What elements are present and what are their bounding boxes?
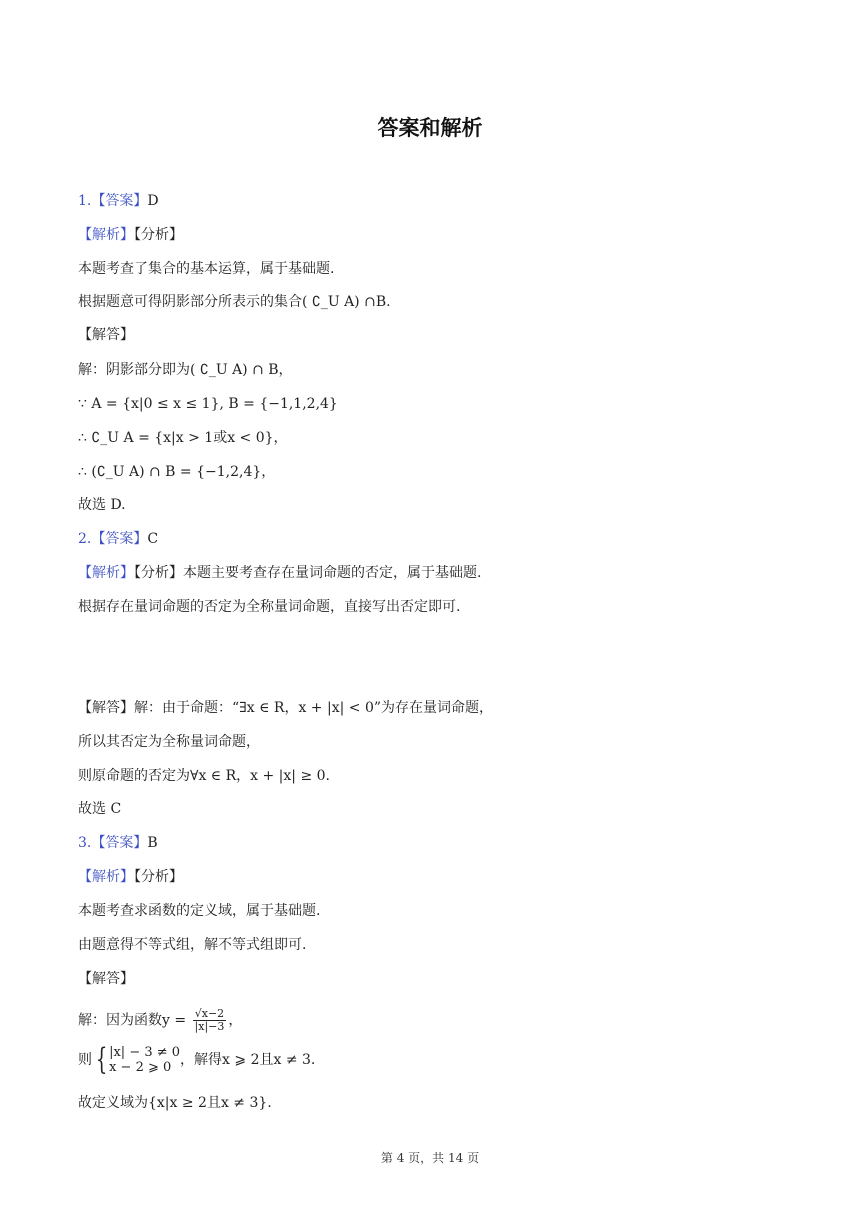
line-text: 【解答】 (78, 971, 134, 987)
page-title: 答案和解析 (377, 116, 483, 140)
text-line (78, 191, 159, 211)
text-line (78, 325, 134, 345)
function-suffix: ， (228, 1012, 243, 1029)
text-line (78, 563, 481, 583)
text-line (78, 428, 288, 448)
system-row-2: x − 2 ⩾ 0 (109, 1060, 172, 1075)
system-prefix: 则 (78, 1052, 92, 1068)
line-text: 【解答】 (78, 327, 134, 343)
text-line (78, 292, 391, 312)
line-text: ∴ ∁_U A = {x|x > 1或x < 0}， (78, 430, 288, 446)
line-text: 根据存在量词命题的否定为全称量词命题，直接写出否定即可. (78, 599, 461, 615)
text-line (78, 969, 134, 989)
page-footer: 第 4 页，共 14 页 (380, 1151, 480, 1165)
section-marker: 2.【答案】 (78, 531, 148, 547)
inequality-system (92, 1042, 181, 1077)
text-line (78, 901, 320, 921)
text-line (78, 935, 306, 955)
section-marker: 1.【答案】 (78, 193, 148, 209)
inequality-system-line (78, 1042, 316, 1077)
line-text: ∵ A = {x|0 ≤ x ≤ 1}, B = {−1,1,2,4} (78, 396, 338, 412)
text-line (78, 495, 126, 515)
line-text: 则原命题的否定为∀x ∈ R，x + |x| ≥ 0. (78, 768, 330, 784)
text-line (78, 732, 260, 752)
text-line (78, 867, 183, 887)
line-text: 解：阴影部分即为( ∁_U A) ∩ B， (78, 362, 293, 378)
line-text: 【分析】 (134, 227, 183, 243)
line-text: 由题意得不等式组，解不等式组即可. (78, 937, 307, 953)
text-line (78, 529, 158, 549)
text-line (78, 833, 158, 853)
system-row-1: |x| − 3 ≠ 0 (109, 1045, 181, 1060)
text-line (78, 597, 460, 617)
line-text: 故选 D. (78, 497, 126, 513)
line-text: 故选 C (78, 801, 122, 817)
line-text: 所以其否定为全称量词命题， (78, 734, 260, 750)
line-text: D (147, 193, 159, 209)
section-marker: 【解析】 (78, 227, 134, 243)
text-line (78, 799, 121, 819)
line-text: 【解答】解：由于命题：“∃x ∈ R，x + |x| < 0”为存在量词命题， (78, 700, 494, 716)
line-text: 本题考查了集合的基本运算，属于基础题. (78, 261, 335, 277)
section-marker: 【解析】 (78, 565, 134, 581)
function-prefix: 解：因为函数y = (78, 1012, 191, 1029)
line-text: B (147, 835, 158, 851)
text-line (78, 225, 183, 245)
fraction-numerator: √x−2 (193, 1008, 227, 1021)
text-line (78, 394, 338, 414)
text-line (78, 766, 330, 786)
line-text: 【分析】 (134, 869, 183, 885)
text-line (78, 360, 293, 380)
line-text: 根据题意可得阴影部分所表示的集合( ∁_U A) ∩B. (78, 294, 391, 310)
line-text: 本题考查求函数的定义域，属于基础题. (78, 903, 321, 919)
line-text: 【分析】本题主要考查存在量词命题的否定，属于基础题. (134, 565, 482, 581)
domain-conclusion-line: 故定义域为{x|x ≥ 2且x ≠ 3}. (78, 1095, 272, 1111)
text-line (78, 462, 275, 482)
text-line (78, 259, 334, 279)
text-line (78, 698, 493, 718)
function-fraction (193, 1008, 227, 1033)
section-marker: 3.【答案】 (78, 835, 148, 851)
line-text: C (147, 531, 159, 547)
section-marker: 【解析】 (78, 869, 134, 885)
fraction-denominator: |x|−3 (194, 1020, 225, 1033)
system-suffix: ，解得x ⩾ 2且x ≠ 3. (180, 1052, 316, 1068)
line-text: ∴ (∁_U A) ∩ B = {−1,2,4}， (78, 464, 276, 480)
left-brace-icon: { (95, 1042, 108, 1077)
function-definition-line (78, 1008, 242, 1033)
